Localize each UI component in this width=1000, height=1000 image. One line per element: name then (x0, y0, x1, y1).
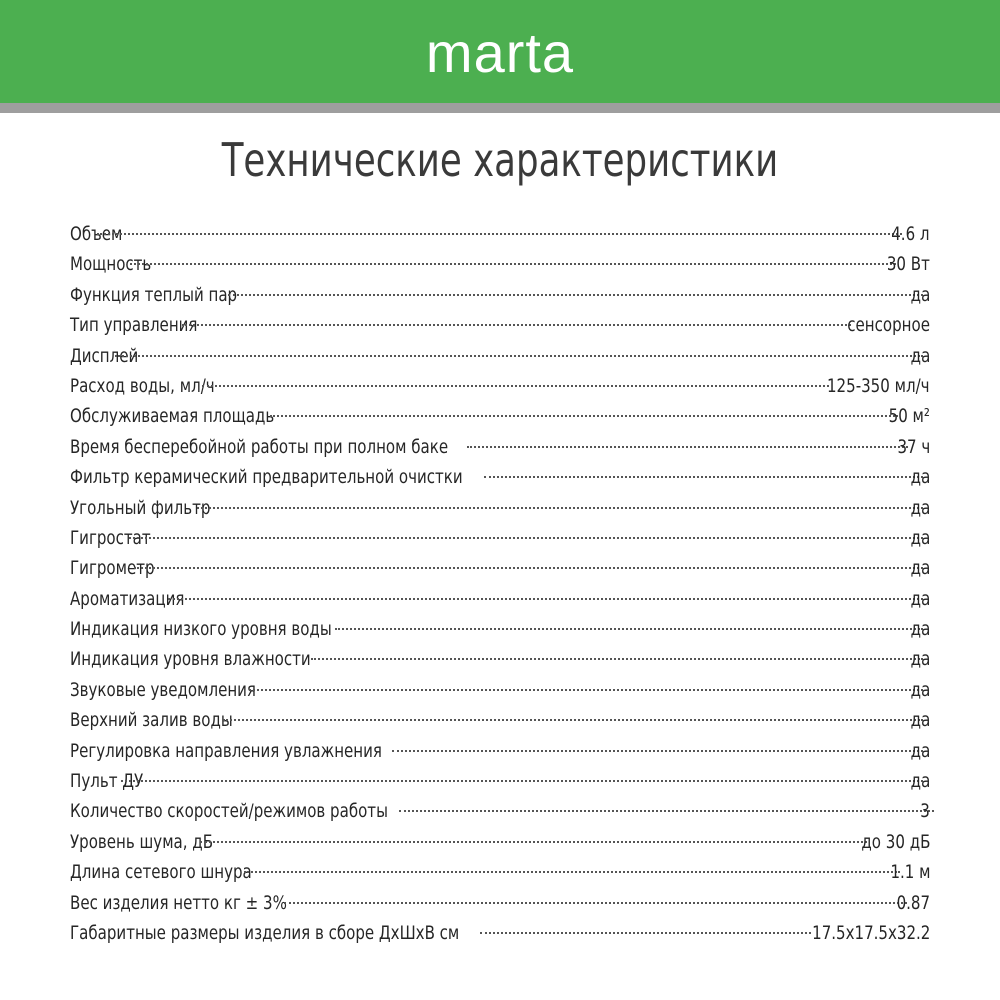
dot-leader (121, 780, 923, 782)
dot-leader (335, 628, 923, 630)
spec-value: 17.5x17.5x32.2 (811, 921, 930, 944)
spec-value: 30 Вт (887, 253, 930, 276)
spec-label: Мощность (70, 253, 152, 276)
spec-value: да (910, 770, 930, 793)
dot-leader (392, 750, 923, 752)
spec-value: 4.6 л (891, 223, 930, 245)
dot-leader (200, 841, 867, 843)
spec-row (70, 918, 930, 948)
header-divider-bar (0, 103, 1000, 113)
dot-leader (134, 567, 923, 569)
spec-label: Звуковые уведомления (70, 678, 256, 701)
spec-label: Индикация уровня влажности (70, 648, 311, 671)
spec-label: Гигростат (70, 526, 151, 549)
spec-row (70, 523, 930, 553)
spec-value: да (910, 709, 930, 732)
spec-label: Верхний залив воды (70, 709, 233, 732)
dot-leader (244, 871, 900, 873)
spec-value: до 30 дБ (860, 830, 930, 853)
spec-row (70, 462, 930, 492)
spec-row (70, 371, 930, 401)
spec-label: Обслуживаемая площадь (70, 405, 275, 428)
dot-leader (182, 324, 851, 326)
spec-row (70, 705, 930, 735)
dot-leader (467, 446, 908, 448)
spec-value: да (910, 526, 930, 549)
spec-value: да (910, 283, 930, 306)
spec-label: Функция теплый пар (70, 283, 238, 306)
spec-label: Регулировка направления увлажнения (70, 739, 382, 762)
spec-row (70, 401, 930, 431)
spec-value: 37 ч (897, 435, 930, 458)
spec-label: Дисплей (70, 344, 139, 367)
spec-row (70, 796, 930, 826)
dot-leader (228, 294, 923, 296)
spec-row (70, 432, 930, 462)
dot-leader (249, 689, 923, 691)
spec-value: сенсорное (847, 314, 930, 337)
dot-leader (197, 507, 923, 509)
spec-value: да (910, 587, 930, 610)
spec-list (70, 219, 930, 948)
spec-label: Тип управления (70, 314, 198, 337)
dot-leader (97, 233, 902, 235)
dot-leader (484, 476, 923, 478)
spec-label: Объем (70, 223, 123, 245)
spec-value: да (910, 344, 930, 367)
spec-row (70, 310, 930, 340)
spec-value: да (910, 618, 930, 641)
spec-label: Угольный фильтр (70, 496, 211, 519)
spec-row (70, 584, 930, 614)
spec-value: да (910, 466, 930, 489)
spec-label: Время бесперебойной работы при полном баке (70, 435, 449, 458)
dot-leader (129, 537, 923, 539)
spec-label: Количество скоростей/режимов работы (70, 800, 388, 823)
spec-row (70, 766, 930, 796)
spec-label: Фильтр керамический предварительной очистки (70, 466, 463, 489)
spec-label: Гигрометр (70, 557, 155, 580)
spec-row (70, 736, 930, 766)
spec-row (70, 675, 930, 705)
spec-label: Ароматизация (70, 587, 185, 610)
dot-leader (130, 263, 896, 265)
spec-row (70, 219, 930, 249)
spec-value: да (910, 678, 930, 701)
spec-row (70, 888, 930, 918)
dot-leader (399, 810, 934, 812)
spec-row (70, 553, 930, 583)
spec-value: да (910, 557, 930, 580)
dot-leader (311, 658, 923, 660)
spec-label: Вес изделия нетто кг ± 3% (70, 891, 287, 914)
brand-logo: marta (425, 21, 575, 84)
spec-label: Пульт ДУ (70, 770, 144, 793)
spec-row (70, 249, 930, 279)
spec-label: Длина сетевого шнура (70, 861, 252, 884)
dot-leader (480, 932, 811, 934)
dot-leader (223, 719, 923, 721)
spec-row (70, 341, 930, 371)
spec-value: 125-350 мл/ч (827, 374, 930, 397)
spec-row (70, 493, 930, 523)
dot-leader (270, 415, 899, 417)
spec-row (70, 280, 930, 310)
spec-value: да (910, 496, 930, 519)
spec-value: да (910, 648, 930, 671)
spec-row (70, 827, 930, 857)
spec-label: Габаритные размеры изделия в сборе ДхШхВ см (70, 921, 460, 944)
spec-label: Расход воды, мл/ч (70, 374, 215, 397)
spec-value: 50 м² (888, 405, 930, 428)
spec-row (70, 644, 930, 674)
dot-leader (202, 385, 829, 387)
spec-row (70, 857, 930, 887)
spec-row (70, 614, 930, 644)
spec-value: да (910, 739, 930, 762)
spec-value: 3 (920, 800, 930, 823)
page-title: Технические характеристики (221, 133, 779, 187)
dot-leader (115, 355, 923, 357)
spec-label: Уровень шума, дБ (70, 830, 214, 853)
spec-value: 0.87 (896, 891, 930, 914)
dot-leader (168, 598, 923, 600)
spec-value: 1.1 м (889, 861, 930, 884)
dot-leader (284, 902, 907, 904)
spec-label: Индикация низкого уровня воды (70, 618, 332, 641)
